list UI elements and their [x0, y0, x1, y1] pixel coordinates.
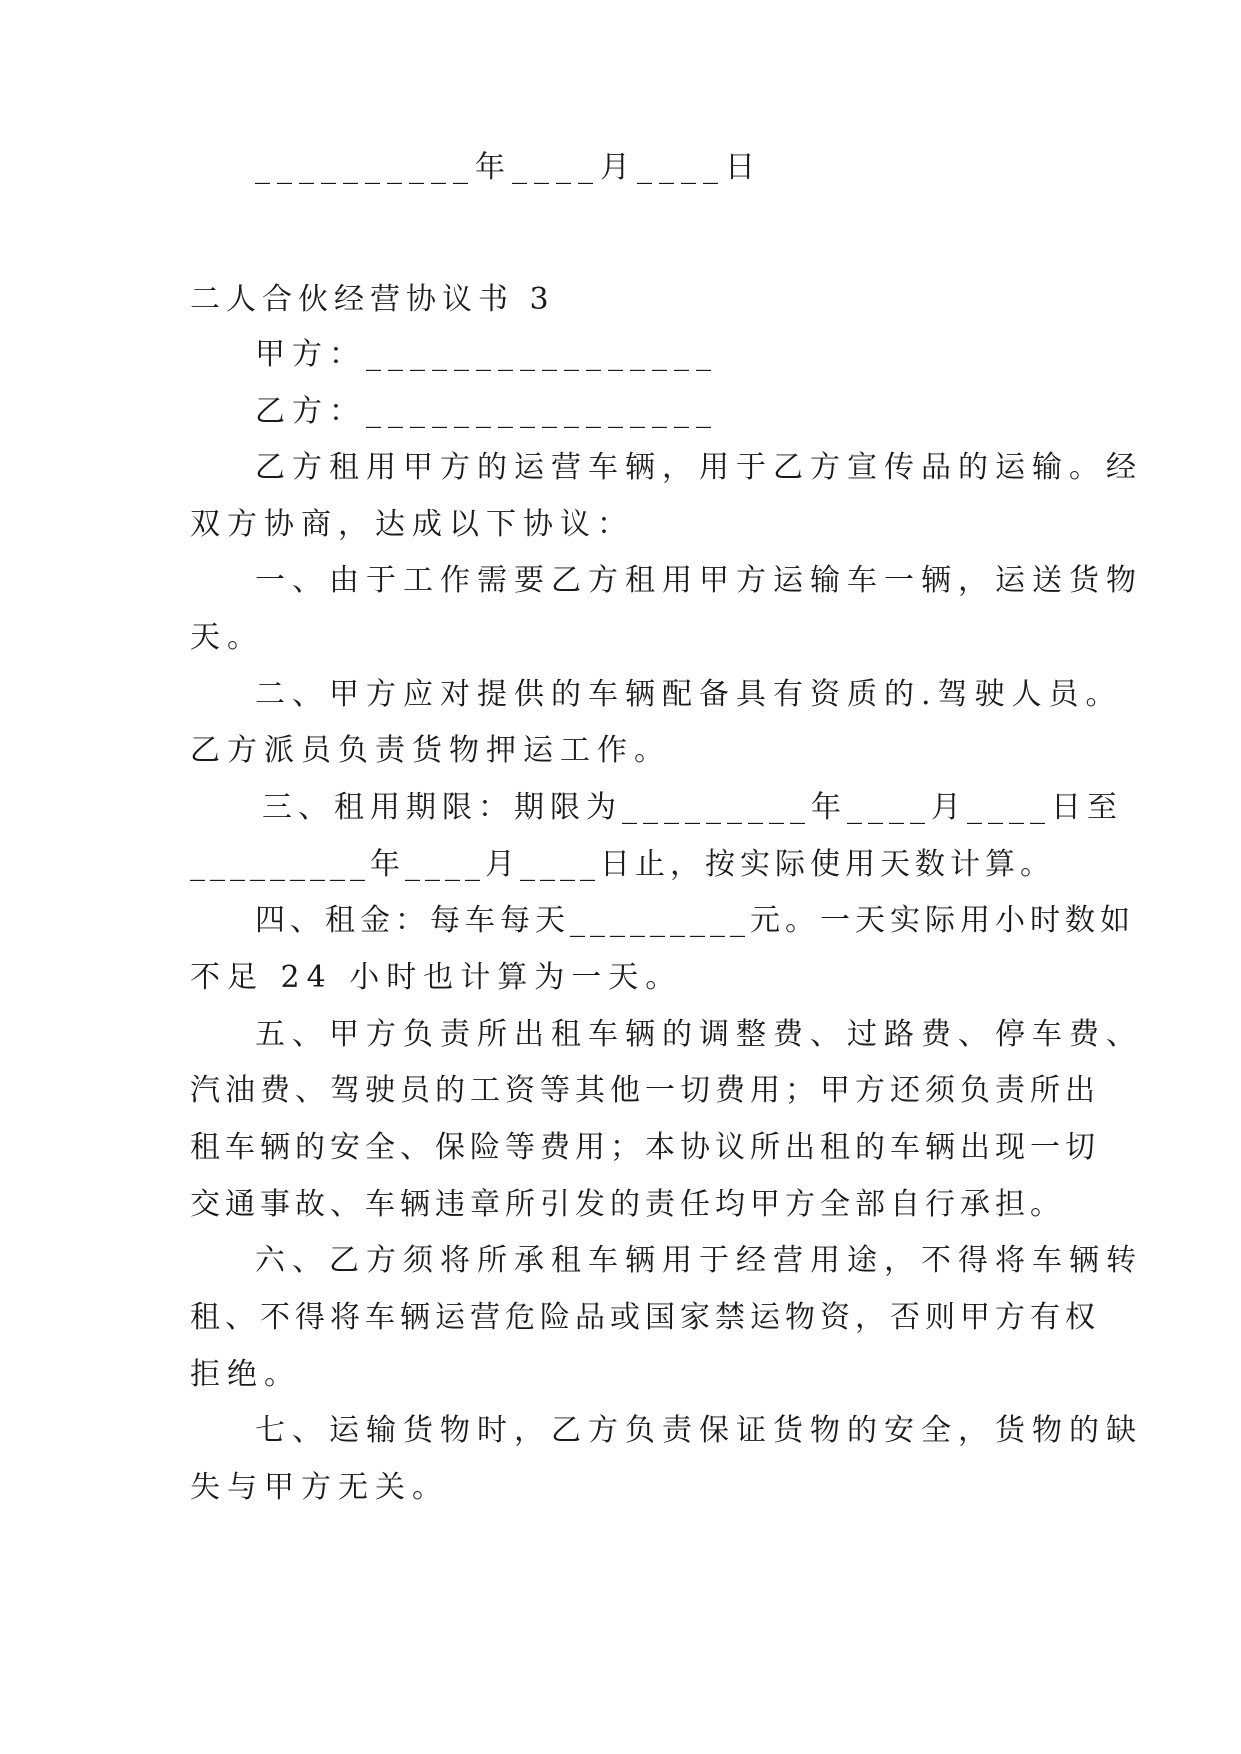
- party-b-line: 乙方：________________: [255, 394, 718, 429]
- clause-5-line-1: 五、甲方负责所出租车辆的调整费、过路费、停车费、: [255, 1017, 1143, 1052]
- clause-5-line-2: 汽油费、驾驶员的工资等其他一切费用；甲方还须负责所出: [190, 1073, 1100, 1108]
- clause-2-line-2: 乙方派员负责货物押运工作。: [190, 733, 671, 768]
- clause-7-line-2: 失与甲方无关。: [190, 1470, 449, 1505]
- clause-5-line-4: 交通事故、车辆违章所引发的责任均甲方全部自行承担。: [190, 1187, 1065, 1222]
- clause-1-line-1: 一、由于工作需要乙方租用甲方运输车一辆，运送货物: [255, 563, 1143, 598]
- clause-3-line-1: 三、租用期限：期限为_________年____月____日至: [262, 790, 1123, 825]
- document-title: 二人合伙经营协议书 3: [190, 282, 555, 317]
- clause-4-line-2: 不足 24 小时也计算为一天。: [190, 960, 683, 995]
- clause-6-line-2: 租、不得将车辆运营危险品或国家禁运物资，否则甲方有权: [190, 1300, 1100, 1335]
- clause-1-line-2: 天。: [190, 620, 264, 655]
- clause-6-line-1: 六、乙方须将所承租车辆用于经营用途，不得将车辆转: [255, 1243, 1143, 1278]
- clause-5-line-3: 租车辆的安全、保险等费用；本协议所出租的车辆出现一切: [190, 1130, 1100, 1165]
- party-a-line: 甲方：________________: [255, 337, 718, 372]
- intro-line-1: 乙方租用甲方的运营车辆，用于乙方宣传品的运输。经: [255, 450, 1143, 485]
- clause-4-line-1: 四、租金：每车每天_________元。一天实际用小时数如: [255, 903, 1135, 938]
- clause-6-line-3: 拒绝。: [190, 1357, 301, 1392]
- date-line: __________年____月____日: [255, 150, 762, 185]
- clause-7-line-1: 七、运输货物时，乙方负责保证货物的安全，货物的缺: [255, 1413, 1143, 1448]
- clause-2-line-1: 二、甲方应对提供的车辆配备具有资质的.驾驶人员。: [255, 677, 1123, 712]
- intro-line-2: 双方协商，达成以下协议：: [190, 507, 634, 542]
- clause-3-line-2: _________年____月____日止，按实际使用天数计算。: [190, 847, 1055, 882]
